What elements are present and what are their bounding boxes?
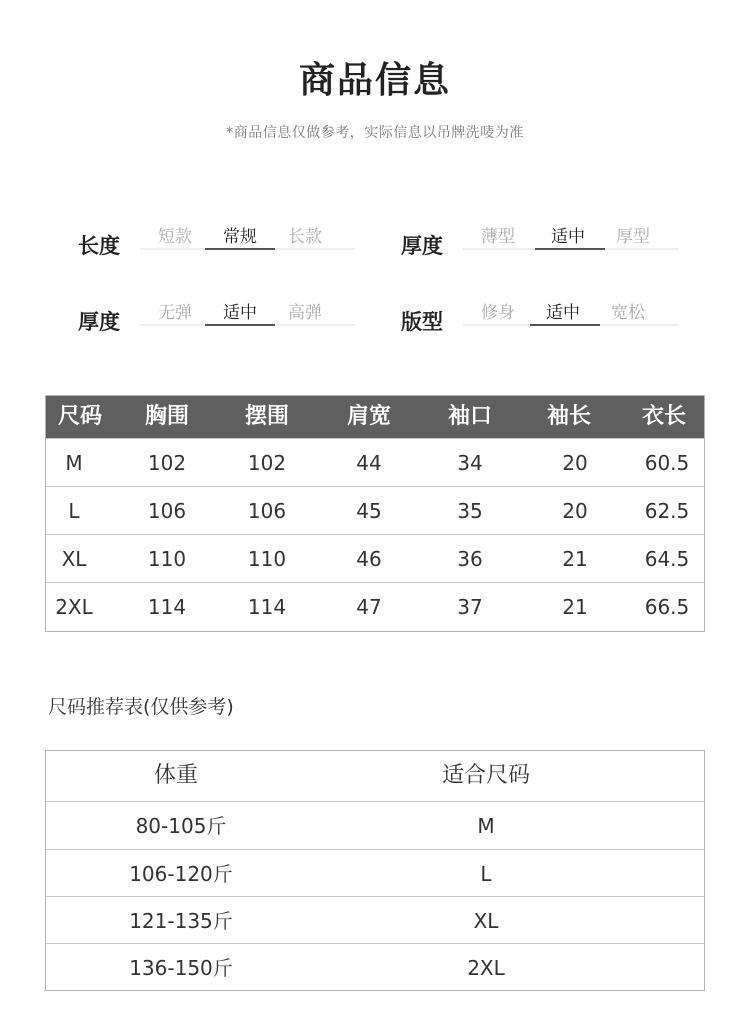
attribute-fit	[401, 298, 681, 338]
attribute-label: 厚度	[401, 234, 443, 258]
option-underline	[463, 324, 530, 326]
header-shoulder: 肩宽	[346, 404, 391, 429]
cell-chest: 106	[147, 499, 187, 523]
cell-hem: 106	[247, 499, 287, 523]
cell-shoulder: 47	[356, 595, 382, 619]
option-high-stretch[interactable]: 高弹	[288, 303, 322, 323]
option-underline-selected	[205, 324, 275, 326]
page-subtitle: *商品信息仅做参考，实际信息以吊牌洗唛为准	[226, 125, 524, 141]
cell-body-length: 62.5	[644, 499, 690, 523]
cell-body-length: 60.5	[644, 451, 690, 475]
cell-weight: 121-135斤	[129, 909, 233, 933]
option-thin[interactable]: 薄型	[481, 227, 515, 247]
cell-weight: 80-105斤	[135, 814, 227, 838]
header-chest: 胸围	[144, 404, 189, 429]
attribute-length	[78, 222, 358, 262]
attribute-label: 厚度	[78, 310, 120, 334]
header-hem: 摆围	[244, 404, 289, 429]
cell-recommended-size: L	[480, 862, 492, 886]
option-underline-selected	[535, 248, 605, 250]
header-sleeve-length: 袖长	[546, 404, 591, 429]
option-underline	[605, 248, 679, 250]
cell-recommended-size: M	[477, 814, 495, 838]
option-underline-selected	[530, 324, 600, 326]
cell-sleeve-length: 21	[562, 547, 588, 571]
cell-shoulder: 46	[356, 547, 382, 571]
recommendation-table	[45, 750, 705, 991]
table-row	[46, 943, 704, 991]
option-underline	[275, 248, 355, 250]
option-regular-fit[interactable]: 适中	[546, 303, 580, 323]
cell-size: XL	[61, 547, 87, 571]
cell-sleeve-length: 20	[562, 499, 588, 523]
option-underline-selected	[205, 248, 275, 250]
cell-body-length: 64.5	[644, 547, 690, 571]
option-underline	[463, 248, 535, 250]
cell-chest: 114	[147, 595, 187, 619]
cell-size: L	[68, 499, 80, 523]
recommendation-caption: 尺码推荐表(仅供参考)	[48, 696, 234, 718]
size-table-header	[46, 396, 704, 438]
option-regular[interactable]: 常规	[223, 227, 257, 247]
option-no-stretch[interactable]: 无弹	[158, 303, 192, 323]
option-long[interactable]: 长款	[288, 227, 322, 247]
table-row	[46, 849, 704, 897]
size-table	[45, 395, 705, 632]
table-row	[46, 801, 704, 849]
option-medium[interactable]: 适中	[551, 227, 585, 247]
cell-shoulder: 44	[356, 451, 382, 475]
cell-hem: 110	[247, 547, 287, 571]
cell-chest: 102	[147, 451, 187, 475]
header-weight: 体重	[153, 763, 198, 788]
option-short[interactable]: 短款	[158, 227, 192, 247]
header-cuff: 袖口	[447, 404, 492, 429]
cell-cuff: 35	[457, 499, 483, 523]
cell-body-length: 66.5	[644, 595, 690, 619]
header-size: 尺码	[57, 404, 102, 429]
cell-chest: 110	[147, 547, 187, 571]
page-title: 商品信息	[298, 60, 451, 101]
cell-cuff: 34	[457, 451, 483, 475]
attribute-elasticity	[78, 298, 358, 338]
cell-weight: 106-120斤	[129, 862, 233, 886]
cell-weight: 136-150斤	[129, 956, 233, 980]
option-loose[interactable]: 宽松	[611, 303, 645, 323]
option-underline	[140, 248, 205, 250]
cell-size: 2XL	[55, 595, 93, 619]
cell-hem: 102	[247, 451, 287, 475]
cell-hem: 114	[247, 595, 287, 619]
cell-recommended-size: XL	[473, 909, 499, 933]
option-underline	[275, 324, 355, 326]
option-underline	[140, 324, 205, 326]
cell-recommended-size: 2XL	[467, 956, 505, 980]
header-body-length: 衣长	[641, 404, 686, 429]
cell-size: M	[65, 451, 83, 475]
table-row	[46, 534, 704, 582]
table-row	[46, 896, 704, 944]
header-recommended-size: 适合尺码	[441, 763, 530, 788]
option-underline	[600, 324, 679, 326]
option-medium-stretch[interactable]: 适中	[223, 303, 257, 323]
cell-shoulder: 45	[356, 499, 382, 523]
cell-sleeve-length: 20	[562, 451, 588, 475]
table-row	[46, 486, 704, 534]
option-thick[interactable]: 厚型	[616, 227, 650, 247]
option-slim[interactable]: 修身	[481, 303, 515, 323]
cell-cuff: 37	[457, 595, 483, 619]
attribute-thickness	[401, 222, 681, 262]
attribute-label: 版型	[401, 310, 443, 334]
table-row	[46, 438, 704, 486]
cell-sleeve-length: 21	[562, 595, 588, 619]
table-row	[46, 582, 704, 630]
cell-cuff: 36	[457, 547, 483, 571]
attribute-label: 长度	[78, 234, 120, 258]
recommendation-table-header	[46, 751, 704, 801]
